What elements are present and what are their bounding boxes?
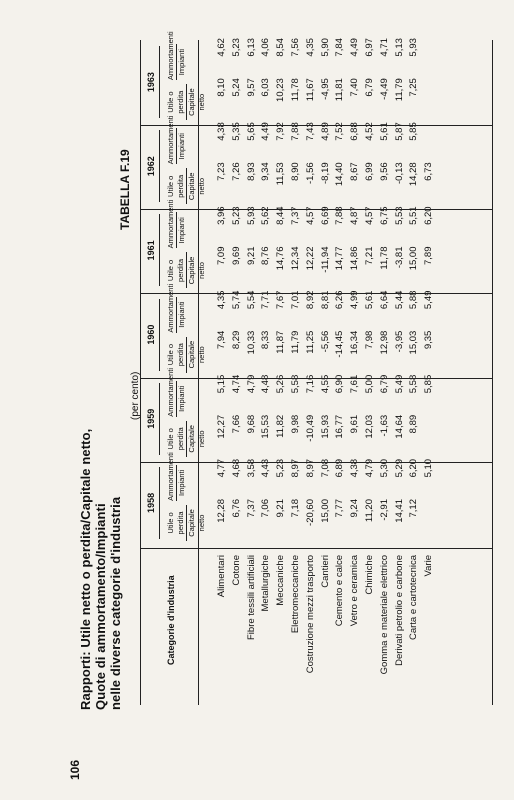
year-divider bbox=[140, 209, 492, 210]
utile-value: 8,33 bbox=[260, 330, 272, 350]
ammort-header bbox=[166, 367, 187, 417]
category-label: Metallurgiche bbox=[260, 555, 272, 612]
ammort-value: 7,84 bbox=[334, 38, 346, 57]
ammort-value: 6,75 bbox=[378, 206, 390, 225]
utile-value: 7,21 bbox=[364, 246, 375, 265]
utile-value: 7,18 bbox=[290, 499, 301, 518]
utile-value: 16,77 bbox=[334, 414, 346, 439]
year-divider bbox=[140, 125, 492, 126]
utile-value: 5,24 bbox=[230, 78, 242, 97]
utile-value: 6,79 bbox=[364, 78, 375, 97]
utile-header-line: Utile o perdita bbox=[166, 337, 187, 373]
utile-value: 7,09 bbox=[216, 246, 227, 265]
title-line-1: Rapporti: Utile netto o perdita/Capitale netto, bbox=[78, 428, 93, 710]
year-underline bbox=[159, 214, 160, 286]
utile-value: 9,56 bbox=[378, 162, 390, 181]
ammort-value: 8,54 bbox=[275, 38, 287, 57]
utile-value: -8,19 bbox=[319, 162, 331, 184]
ammort-value: 4,49 bbox=[260, 122, 272, 141]
year-underline bbox=[159, 46, 160, 118]
utile-value: 11,20 bbox=[364, 499, 375, 523]
category-label: Varie bbox=[423, 555, 435, 577]
utile-value: -3,95 bbox=[393, 330, 405, 353]
ammort-value: 4,35 bbox=[304, 38, 316, 57]
utile-value: -2,91 bbox=[378, 499, 390, 521]
ammort-value: 4,57 bbox=[364, 206, 375, 225]
utile-value: 6,76 bbox=[230, 499, 242, 518]
category-label: Elettromeccaniche bbox=[290, 555, 301, 634]
category-label: Cantieri bbox=[319, 555, 331, 588]
utile-value: 9,98 bbox=[290, 414, 301, 434]
ammort-value: 7,92 bbox=[275, 122, 287, 141]
ammort-value: 4,89 bbox=[319, 122, 331, 141]
utile-value: 15,03 bbox=[408, 330, 420, 355]
ammort-value: 5,85 bbox=[423, 374, 435, 394]
ammort-value: 5,10 bbox=[423, 458, 435, 478]
utile-value: 7,40 bbox=[349, 78, 361, 97]
utile-value: 11,82 bbox=[275, 414, 287, 438]
ammort-value: 5,93 bbox=[408, 38, 420, 57]
utile-value: 15,93 bbox=[319, 414, 331, 439]
ammort-header-line: Impianti bbox=[177, 217, 186, 244]
ammort-value: 6,89 bbox=[334, 458, 346, 478]
utile-value: 14,40 bbox=[334, 162, 346, 187]
ammort-value: 5,51 bbox=[408, 206, 420, 225]
ammort-value: 6,20 bbox=[423, 206, 435, 225]
ammort-value: 5,54 bbox=[245, 290, 257, 310]
utile-value: 12,98 bbox=[378, 330, 390, 355]
table-top-rule bbox=[140, 40, 141, 705]
utile-header-line: Capitale netto bbox=[187, 425, 206, 453]
utile-header-line: Utile o perdita bbox=[166, 168, 187, 204]
ammort-value: 5,35 bbox=[230, 122, 242, 141]
ammort-header bbox=[166, 115, 187, 165]
utile-value: 11,87 bbox=[275, 330, 287, 354]
utile-value: -20,60 bbox=[304, 499, 316, 526]
year-divider bbox=[140, 294, 492, 295]
ammort-value: 5,29 bbox=[393, 458, 405, 478]
year-divider bbox=[140, 462, 492, 463]
utile-value: 7,12 bbox=[408, 499, 420, 518]
utile-value: 12,34 bbox=[290, 246, 301, 271]
ammort-value: 5,58 bbox=[408, 374, 420, 394]
ammort-value: 4,06 bbox=[260, 38, 272, 57]
utile-header-line: Utile o perdita bbox=[166, 84, 187, 120]
ammort-value: 4,62 bbox=[216, 38, 227, 57]
utile-value: 11,53 bbox=[275, 162, 287, 186]
utile-value: 11,67 bbox=[304, 78, 316, 102]
category-label: Carta e cartotecnica bbox=[408, 555, 420, 641]
utile-value: 11,81 bbox=[334, 78, 346, 102]
utile-header-line: Capitale netto bbox=[187, 88, 206, 116]
ammort-value: 5,15 bbox=[216, 374, 227, 394]
utile-value: 10,33 bbox=[245, 330, 257, 355]
table-bottom-rule bbox=[492, 40, 493, 705]
utile-value: 9,68 bbox=[245, 414, 257, 434]
utile-value: 8,90 bbox=[290, 162, 301, 181]
utile-value: 12,28 bbox=[216, 499, 227, 523]
ammort-value: 6,20 bbox=[408, 458, 420, 478]
year-underline bbox=[159, 467, 160, 539]
year-header: 1960 bbox=[146, 324, 156, 345]
category-label: Cotone bbox=[230, 555, 242, 586]
utile-header bbox=[166, 505, 207, 541]
ammort-value: 4,35 bbox=[216, 290, 227, 310]
utile-value: 14,76 bbox=[275, 246, 287, 271]
ammort-value: 5,23 bbox=[230, 206, 242, 225]
utile-value: 12,27 bbox=[216, 414, 227, 439]
ammort-header-line: Impianti bbox=[177, 301, 186, 328]
ammort-value: 4,38 bbox=[216, 122, 227, 141]
ammort-value: 5,13 bbox=[393, 38, 405, 57]
category-label: Alimentari bbox=[216, 555, 227, 598]
ammort-value: 5,61 bbox=[364, 290, 375, 310]
ammort-value: 7,52 bbox=[334, 122, 346, 141]
ammort-value: 3,96 bbox=[216, 206, 227, 225]
ammort-value: 5,49 bbox=[393, 374, 405, 394]
ammort-header-line: Ammortamenti bbox=[166, 452, 175, 501]
category-label: Chimiche bbox=[364, 555, 375, 595]
utile-value: 9,69 bbox=[230, 246, 242, 265]
utile-value: 11,25 bbox=[304, 330, 316, 354]
ammort-value: 4,77 bbox=[216, 458, 227, 478]
utile-value: 9,34 bbox=[260, 162, 272, 181]
year-underline bbox=[159, 299, 160, 371]
ammort-value: 6,13 bbox=[245, 38, 257, 57]
category-divider bbox=[140, 548, 492, 549]
ammort-value: 7,01 bbox=[290, 290, 301, 310]
ammort-header bbox=[166, 283, 187, 333]
ammort-value: 7,56 bbox=[290, 38, 301, 57]
utile-value: 8,76 bbox=[260, 246, 272, 265]
utile-value: -0,13 bbox=[393, 162, 405, 184]
ammort-value: 4,52 bbox=[364, 122, 375, 141]
ammort-value: 3,58 bbox=[245, 458, 257, 478]
ammort-value: 7,88 bbox=[290, 122, 301, 141]
category-label: Vetro e ceramica bbox=[349, 555, 361, 627]
utile-value: 8,10 bbox=[216, 78, 227, 97]
category-label: Costruzione mezzi trasporto bbox=[304, 555, 316, 674]
utile-value: 7,66 bbox=[230, 414, 242, 434]
utile-value: 7,37 bbox=[245, 499, 257, 518]
page-number: 106 bbox=[68, 759, 82, 780]
utile-value: 12,03 bbox=[364, 414, 375, 439]
utile-value: 11,78 bbox=[378, 246, 390, 270]
category-label: Meccaniche bbox=[275, 555, 287, 606]
year-header: 1962 bbox=[146, 156, 156, 177]
ammort-value: 4,71 bbox=[378, 38, 390, 57]
utile-value: 9,21 bbox=[245, 246, 257, 265]
ammort-value: 4,43 bbox=[260, 458, 272, 478]
utile-value: 9,21 bbox=[275, 499, 287, 518]
utile-header bbox=[166, 84, 207, 120]
category-label: Derivati petrolio e carbone bbox=[393, 555, 405, 666]
ammort-value: 7,43 bbox=[304, 122, 316, 141]
ammort-value: 5,93 bbox=[245, 206, 257, 225]
category-label: Gomma e materiale elettrico bbox=[378, 555, 390, 675]
ammort-value: 8,81 bbox=[319, 290, 331, 310]
year-header: 1959 bbox=[146, 408, 156, 429]
ammort-value: 7,88 bbox=[334, 206, 346, 225]
utile-header bbox=[166, 421, 207, 457]
category-header: Categorie d'industria bbox=[166, 575, 176, 665]
utile-value: -5,56 bbox=[319, 330, 331, 353]
utile-value: 8,93 bbox=[245, 162, 257, 181]
ammort-value: 4,79 bbox=[364, 458, 375, 478]
utile-value: 11,79 bbox=[393, 78, 405, 102]
utile-value: -3,81 bbox=[393, 246, 405, 269]
utile-header bbox=[166, 337, 207, 373]
ammort-value: 7,16 bbox=[304, 374, 316, 394]
utile-value: 7,26 bbox=[230, 162, 242, 181]
ammort-value: 6,79 bbox=[378, 374, 390, 394]
ammort-value: 6,97 bbox=[364, 38, 375, 57]
ammort-header-line: Impianti bbox=[177, 133, 186, 160]
utile-header bbox=[166, 168, 207, 204]
ammort-value: 5,58 bbox=[290, 374, 301, 394]
ammort-value: 5,00 bbox=[364, 374, 375, 394]
ammort-value: 5,88 bbox=[408, 290, 420, 310]
utile-value: 7,89 bbox=[423, 246, 435, 265]
utile-value: -4,49 bbox=[378, 78, 390, 100]
ammort-value: 6,90 bbox=[334, 374, 346, 394]
utile-value: 14,28 bbox=[408, 162, 420, 187]
ammort-value: 5,87 bbox=[393, 122, 405, 141]
utile-value: 7,98 bbox=[364, 330, 375, 350]
ammort-header-line: Ammortamenti bbox=[166, 31, 175, 81]
ammort-header bbox=[166, 452, 187, 501]
category-label: Cemento e calce bbox=[334, 555, 346, 627]
utile-value: 15,00 bbox=[408, 246, 420, 271]
utile-header-line: Utile o perdita bbox=[166, 505, 187, 541]
utile-value: 9,61 bbox=[349, 414, 361, 434]
utile-value: 11,78 bbox=[290, 78, 301, 102]
utile-value: 8,29 bbox=[230, 330, 242, 350]
utile-value: 9,24 bbox=[349, 499, 361, 518]
year-header: 1963 bbox=[146, 72, 156, 93]
ammort-value: 5,62 bbox=[260, 206, 272, 225]
utile-value: 14,77 bbox=[334, 246, 346, 271]
utile-header-line: Capitale netto bbox=[187, 256, 206, 285]
ammort-value: 4,87 bbox=[349, 206, 361, 225]
utile-value: 9,35 bbox=[423, 330, 435, 350]
ammort-value: 4,57 bbox=[304, 206, 316, 225]
ammort-header bbox=[166, 199, 187, 249]
utile-value: 6,99 bbox=[364, 162, 375, 181]
ammort-header-line: Ammortamenti bbox=[166, 367, 175, 417]
utile-value: 11,79 bbox=[290, 330, 301, 354]
ammort-value: 5,44 bbox=[393, 290, 405, 310]
ammort-header-line: Ammortamenti bbox=[166, 199, 175, 249]
ammort-value: 4,55 bbox=[319, 374, 331, 394]
ammort-value: 6,26 bbox=[334, 290, 346, 310]
ammort-header-line: Impianti bbox=[177, 469, 186, 497]
ammort-value: 5,61 bbox=[378, 122, 390, 141]
ammort-value: 4,48 bbox=[260, 374, 272, 394]
ammort-value: 5,30 bbox=[378, 458, 390, 478]
ammort-header-line: Ammortamenti bbox=[166, 115, 175, 165]
ammort-value: 6,69 bbox=[319, 206, 331, 225]
utile-value: 14,86 bbox=[349, 246, 361, 271]
year-header: 1958 bbox=[146, 492, 156, 513]
title-line-3: nelle diverse categorie d'industria bbox=[108, 496, 123, 710]
ammort-value: 4,49 bbox=[349, 38, 361, 57]
ammort-value: 4,68 bbox=[230, 458, 242, 478]
ammort-value: 7,37 bbox=[290, 206, 301, 225]
utile-value: 14,41 bbox=[393, 499, 405, 523]
ammort-value: 5,53 bbox=[393, 206, 405, 225]
utile-value: 10,23 bbox=[275, 78, 287, 102]
ammort-value: 5,90 bbox=[319, 38, 331, 57]
ammort-value: 5,85 bbox=[408, 122, 420, 141]
year-divider bbox=[140, 378, 492, 379]
utile-value: -1,63 bbox=[378, 414, 390, 437]
ammort-value: 8,92 bbox=[304, 290, 316, 310]
ammort-value: 5,23 bbox=[230, 38, 242, 57]
utile-value: -14,45 bbox=[334, 330, 346, 358]
category-label: Fibre tessili artificiali bbox=[245, 555, 257, 640]
unit-note: (per cento) bbox=[130, 371, 141, 420]
utile-value: 7,25 bbox=[408, 78, 420, 97]
ammort-value: 5,49 bbox=[423, 290, 435, 310]
utile-value: 7,77 bbox=[334, 499, 346, 518]
utile-header-line: Capitale netto bbox=[187, 509, 206, 537]
table-label: TABELLA F.19 bbox=[118, 149, 132, 230]
ammort-header-line: Ammortamenti bbox=[166, 283, 175, 333]
utile-value: 14,64 bbox=[393, 414, 405, 439]
ammort-value: 5,26 bbox=[275, 374, 287, 394]
utile-value: 12,22 bbox=[304, 246, 316, 271]
utile-header-line: Utile o perdita bbox=[166, 252, 187, 288]
utile-header bbox=[166, 252, 207, 288]
utile-value: 6,03 bbox=[260, 78, 272, 97]
utile-value: 8,89 bbox=[408, 414, 420, 434]
utile-value: 15,53 bbox=[260, 414, 272, 439]
utile-value: 16,34 bbox=[349, 330, 361, 355]
utile-value: 15,00 bbox=[319, 499, 331, 523]
utile-value: 8,67 bbox=[349, 162, 361, 181]
utile-value: 9,57 bbox=[245, 78, 257, 97]
utile-value: 6,73 bbox=[423, 162, 435, 181]
ammort-value: 4,99 bbox=[349, 290, 361, 310]
utile-value: -1,56 bbox=[304, 162, 316, 184]
ammort-value: 8,97 bbox=[304, 458, 316, 478]
ammort-header bbox=[166, 31, 187, 81]
year-underline bbox=[159, 383, 160, 455]
utile-value: -4,95 bbox=[319, 78, 331, 100]
utile-value: -11,94 bbox=[319, 246, 331, 273]
utile-header-line: Capitale netto bbox=[187, 340, 206, 369]
ammort-value: 5,23 bbox=[275, 458, 287, 478]
utile-value: 7,94 bbox=[216, 330, 227, 350]
ammort-value: 5,65 bbox=[245, 122, 257, 141]
ammort-value: 8,44 bbox=[275, 206, 287, 225]
year-underline bbox=[159, 130, 160, 202]
utile-header-line: Utile o perdita bbox=[166, 421, 187, 457]
ammort-value: 5,74 bbox=[230, 290, 242, 310]
ammort-value: 8,97 bbox=[290, 458, 301, 478]
title-line-2: Quote di ammortamento/Impianti bbox=[93, 503, 108, 710]
ammort-header-line: Impianti bbox=[177, 48, 186, 76]
ammort-value: 4,74 bbox=[230, 374, 242, 394]
utile-value: -10,49 bbox=[304, 414, 316, 442]
year-header: 1961 bbox=[146, 240, 156, 261]
utile-value: 7,06 bbox=[260, 499, 272, 518]
ammort-value: 7,71 bbox=[260, 290, 272, 310]
ammort-value: 7,08 bbox=[319, 458, 331, 478]
ammort-value: 6,64 bbox=[378, 290, 390, 310]
ammort-header-line: Impianti bbox=[177, 385, 186, 412]
ammort-value: 4,38 bbox=[349, 458, 361, 478]
utile-header-line: Capitale netto bbox=[187, 172, 206, 201]
ammort-value: 4,79 bbox=[245, 374, 257, 394]
ammort-value: 7,67 bbox=[275, 290, 287, 310]
utile-value: 7,23 bbox=[216, 162, 227, 181]
ammort-value: 6,88 bbox=[349, 122, 361, 141]
ammort-value: 7,61 bbox=[349, 374, 361, 394]
